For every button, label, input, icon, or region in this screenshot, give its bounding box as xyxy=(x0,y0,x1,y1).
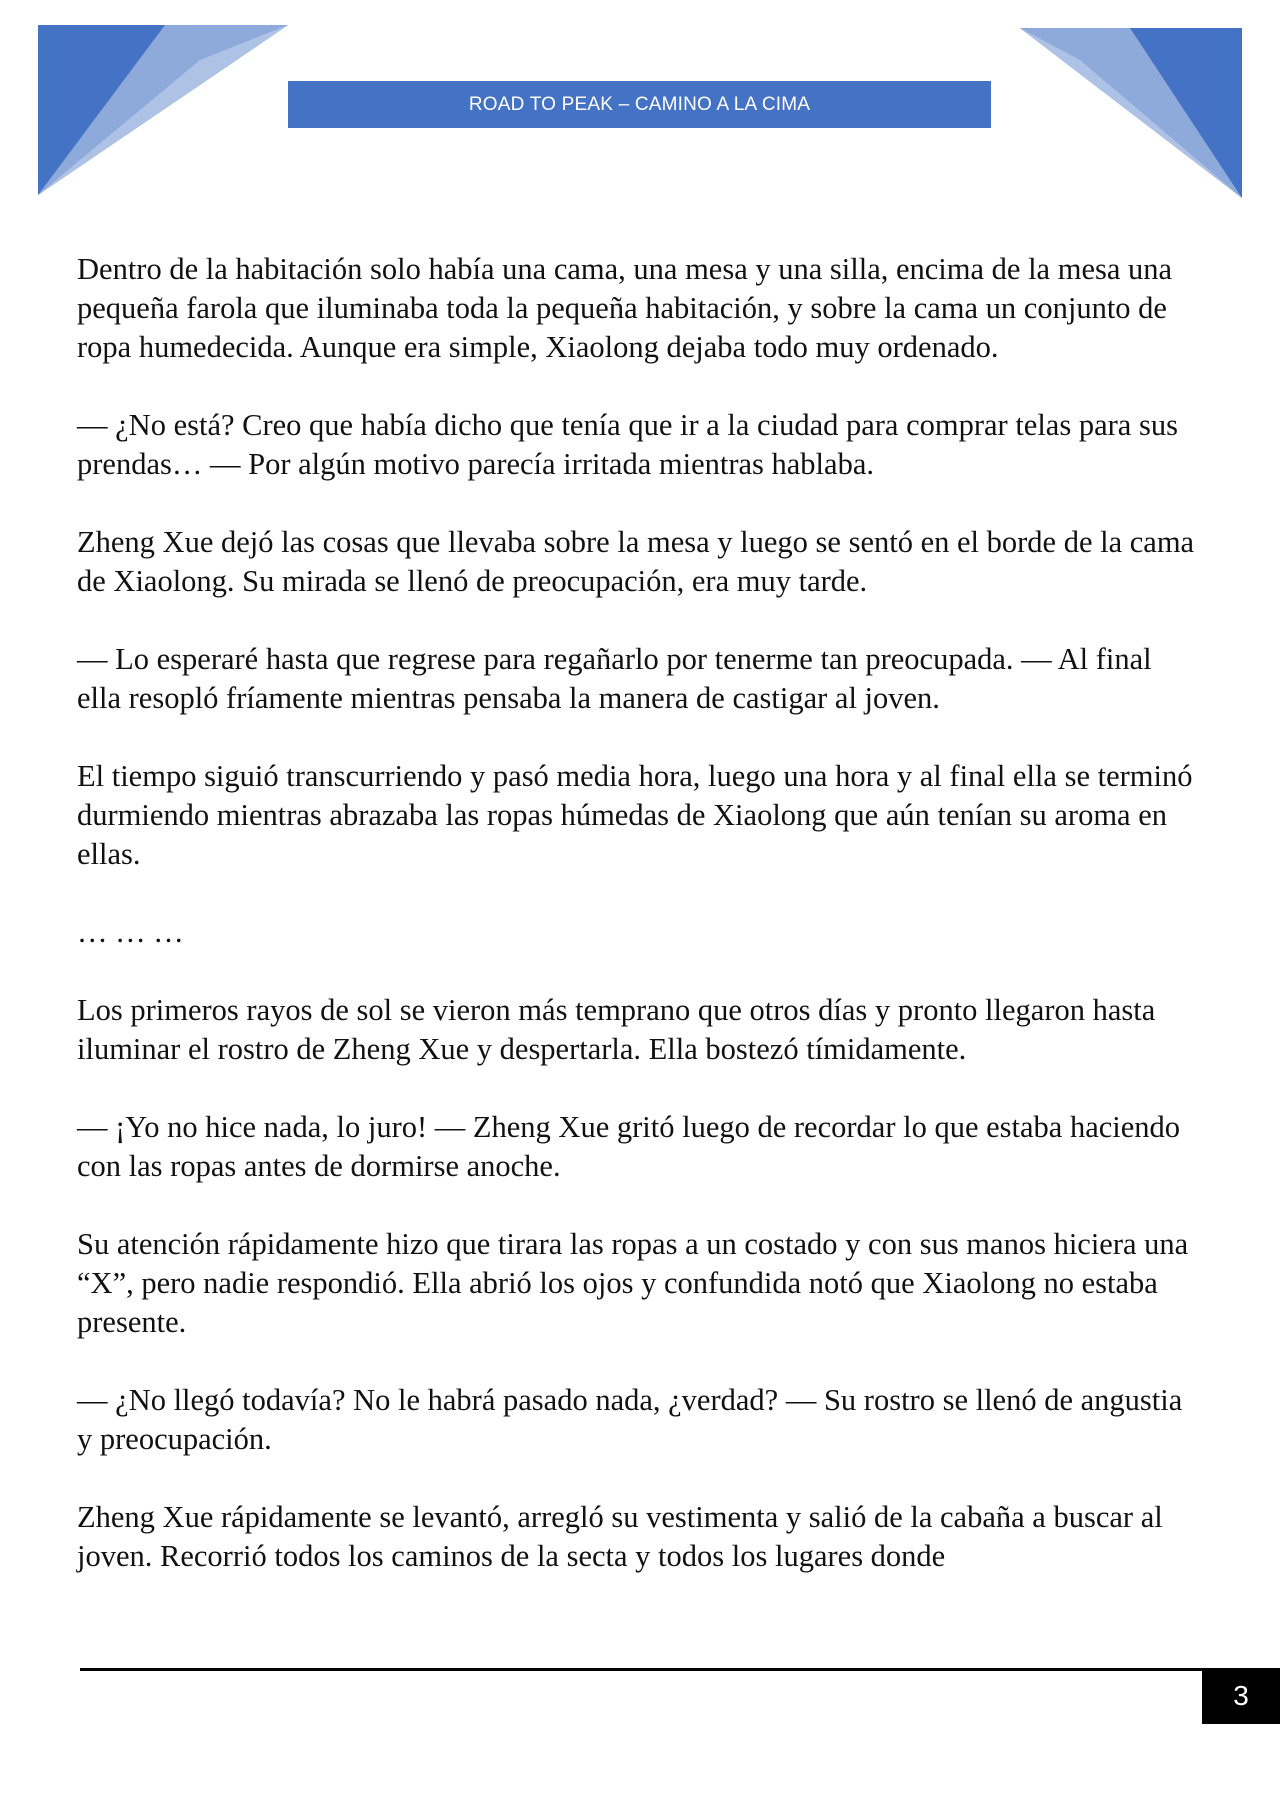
paragraph: — ¿No llegó todavía? No le habrá pasado nada, ¿verdad? — Su rostro se llenó de angustia y preocupación. xyxy=(77,1383,1183,1456)
paragraph: — ¡Yo no hice nada, lo juro! — Zheng Xue gritó luego de recordar lo que estaba haciendo con las ropas antes de dormirse anoche. xyxy=(77,1110,1181,1183)
page-number: 3 xyxy=(1202,1668,1280,1724)
decorative-corner-right xyxy=(1020,0,1280,210)
paragraph: Dentro de la habitación solo había una cama, una mesa y una silla, encima de la mesa una pequeña farola que iluminaba toda la pequeña habitación, y sobre la cama un conjunto de ropa humedecida. Aunque era simple, Xiaolong dejaba todo muy ordenado. xyxy=(77,252,1173,364)
paragraph: Su atención rápidamente hizo que tirara las ropas a un costado y con sus manos hiciera una “X”, pero nadie respondió. Ella abrió los ojos y confundida notó que Xiaolong no estaba presente. xyxy=(77,1227,1189,1339)
paragraph: El tiempo siguió transcurriendo y pasó media hora, luego una hora y al final ella se terminó durmiendo mientras abrazaba las ropas húmedas de Xiaolong que aún tenían su aroma en ellas. xyxy=(77,759,1193,871)
footer-divider xyxy=(80,1668,1202,1671)
chapter-body xyxy=(77,250,1202,1615)
paragraph: Zheng Xue dejó las cosas que llevaba sobre la mesa y luego se sentó en el borde de la cama de Xiaolong. Su mirada se llenó de preocupación, era muy tarde. xyxy=(77,525,1195,598)
paragraph: Zheng Xue rápidamente se levantó, arregló su vestimenta y salió de la cabaña a buscar al joven. Recorrió todos los caminos de la secta y todos los lugares donde xyxy=(77,1500,1163,1573)
paragraph: — ¿No está? Creo que había dicho que tenía que ir a la ciudad para comprar telas para sus prendas… — Por algún motivo parecía irritada mientras hablaba. xyxy=(77,408,1178,481)
header-title: ROAD TO PEAK – CAMINO A LA CIMA xyxy=(288,81,991,128)
paragraph: Los primeros rayos de sol se vieron más temprano que otros días y pronto llegaron hasta iluminar el rostro de Zheng Xue y despertarla. Ella bostezó tímidamente. xyxy=(77,993,1156,1066)
decorative-corner-left xyxy=(0,0,300,210)
scene-break: … … … xyxy=(77,915,184,949)
paragraph: — Lo esperaré hasta que regrese para regañarlo por tenerme tan preocupada. — Al final ella resopló fríamente mientras pensaba la manera de castigar al joven. xyxy=(77,642,1152,715)
